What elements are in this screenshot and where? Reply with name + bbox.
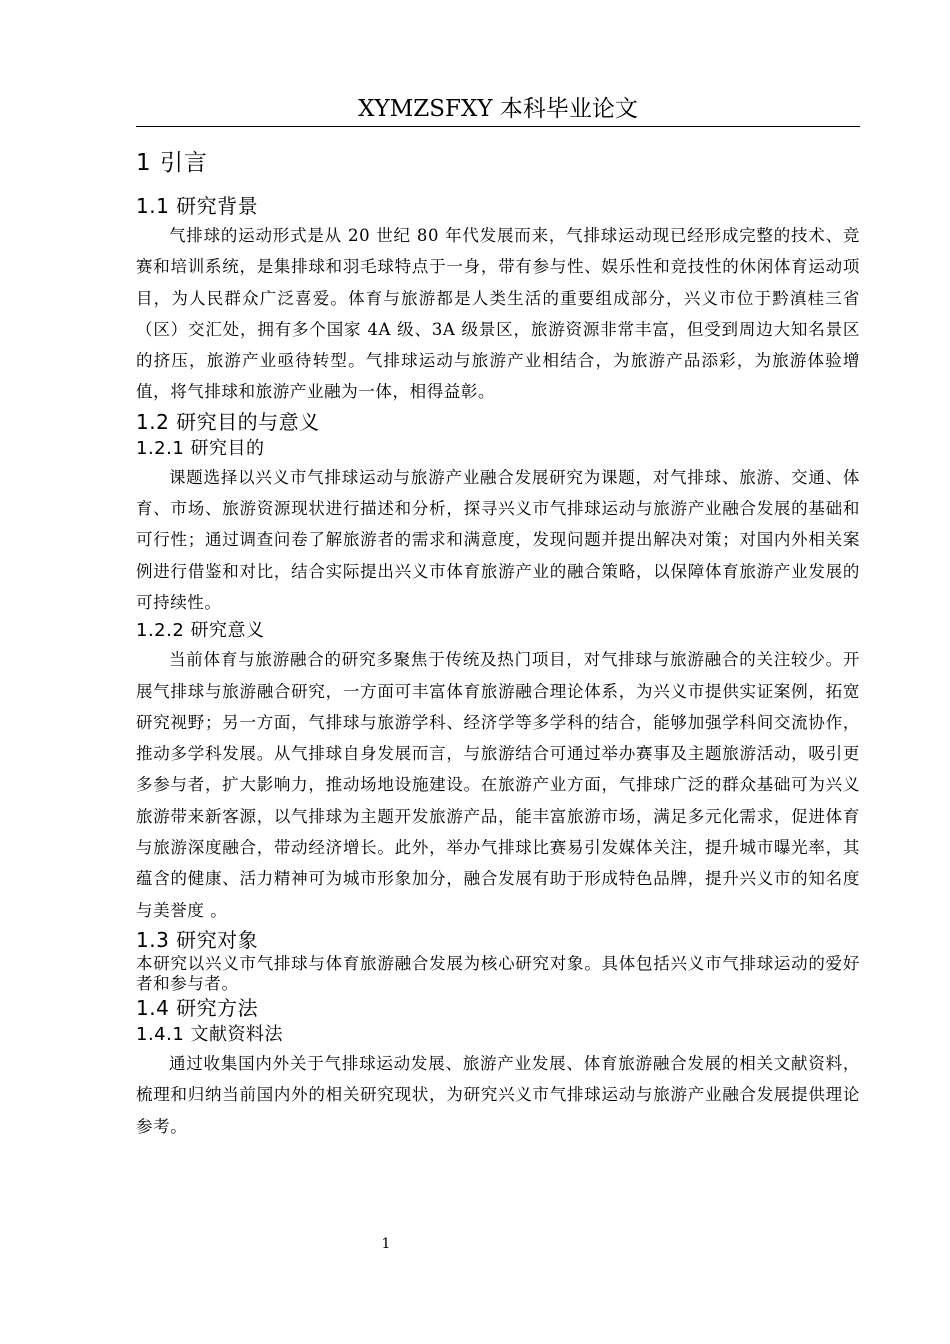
section-heading-1-2: 1.2 研究目的与意义 <box>136 409 320 434</box>
section-heading-1-2-2: 1.2.2 研究意义 <box>136 620 265 642</box>
section-heading-1-4-1: 1.4.1 文献资料法 <box>136 1023 284 1045</box>
paragraph-research-purpose: 课题选择以兴义市气排球运动与旅游产业融合发展研究为课题，对气排球、旅游、交通、体育、市场、旅游资源现状进行描述和分析，探寻兴义市气排球运动与旅游产业融合发展的基础和可行性；通过调查问卷了解旅游者的需求和满意度，发现问题并提出解决对策；对国内外相关案例进行借鉴和对比，结合实际提出兴义市体育旅游产业的融合策略，以保障体育旅游产业发展的可持续性。 <box>136 467 860 612</box>
section-heading-1-3: 1.3 研究对象 <box>136 927 259 952</box>
page-content <box>136 146 860 1142</box>
paragraph-research-object: 本研究以兴义市气排球与体育旅游融合发展为核心研究对象。具体包括兴义市气排球运动的爱好者和参与者。 <box>136 953 860 993</box>
paragraph-research-background: 气排球的运动形式是从 20 世纪 80 年代发展而来，气排球运动现已经形成完整的技术、竞赛和培训系统，是集排球和羽毛球特点于一身，带有参与性、娱乐性和竞技性的休闲体育运动项目，为人民群众广泛喜爱。体育与旅游都是人类生活的重要组成部分，兴义市位于黔滇桂三省（区）交汇处，拥有多个国家 4A 级、3A 级景区，旅游资源非常丰富，但受到周边大知名景区的挤压，旅游产业亟待转型。气排球运动与旅游产业相结合，为旅游产品添彩，为旅游体验增值，将气排球和旅游产业融为一体，相得益彰。 <box>136 226 860 402</box>
section-heading-1-4: 1.4 研究方法 <box>136 995 259 1020</box>
paragraph-research-significance: 当前体育与旅游融合的研究多聚焦于传统及热门项目，对气排球与旅游融合的关注较少。开展气排球与旅游融合研究，一方面可丰富体育旅游融合理论体系，为兴义市提供实证案例，拓宽研究视野；另一方面，气排球与旅游学科、经济学等多学科的结合，能够加强学科间交流协作，推动多学科发展。从气排球自身发展而言，与旅游结合可通过举办赛事及主题旅游活动，吸引更多参与者，扩大影响力，推动场地设施建设。在旅游产业方面，气排球广泛的群众基础可为兴义旅游带来新客源，以气排球为主题开发旅游产品，能丰富旅游市场，满足多元化需求，促进体育与旅游深度融合，带动经济增长。此外，举办气排球比赛易引发媒体关注，提升城市曝光率，其蕴含的健康、活力精神可为城市形象加分，融合发展有助于形成特色品牌，提升兴义市的知名度与美誉度 。 <box>136 650 860 920</box>
section-heading-1: 1 引言 <box>136 150 208 176</box>
paragraph-literature-method: 通过收集国内外关于气排球运动发展、旅游产业发展、体育旅游融合发展的相关文献资料，梳理和归纳当前国内外的相关研究现状，为研究兴义市气排球运动与旅游产业融合发展提供理论参考。 <box>136 1053 860 1136</box>
page-number: 1 <box>381 1236 391 1252</box>
page-header-title: XYMZSFXY 本科毕业论文 <box>358 96 638 122</box>
section-heading-1-1: 1.1 研究背景 <box>136 194 259 218</box>
header-divider <box>136 126 860 127</box>
section-heading-1-2-1: 1.2.1 研究目的 <box>136 437 265 459</box>
